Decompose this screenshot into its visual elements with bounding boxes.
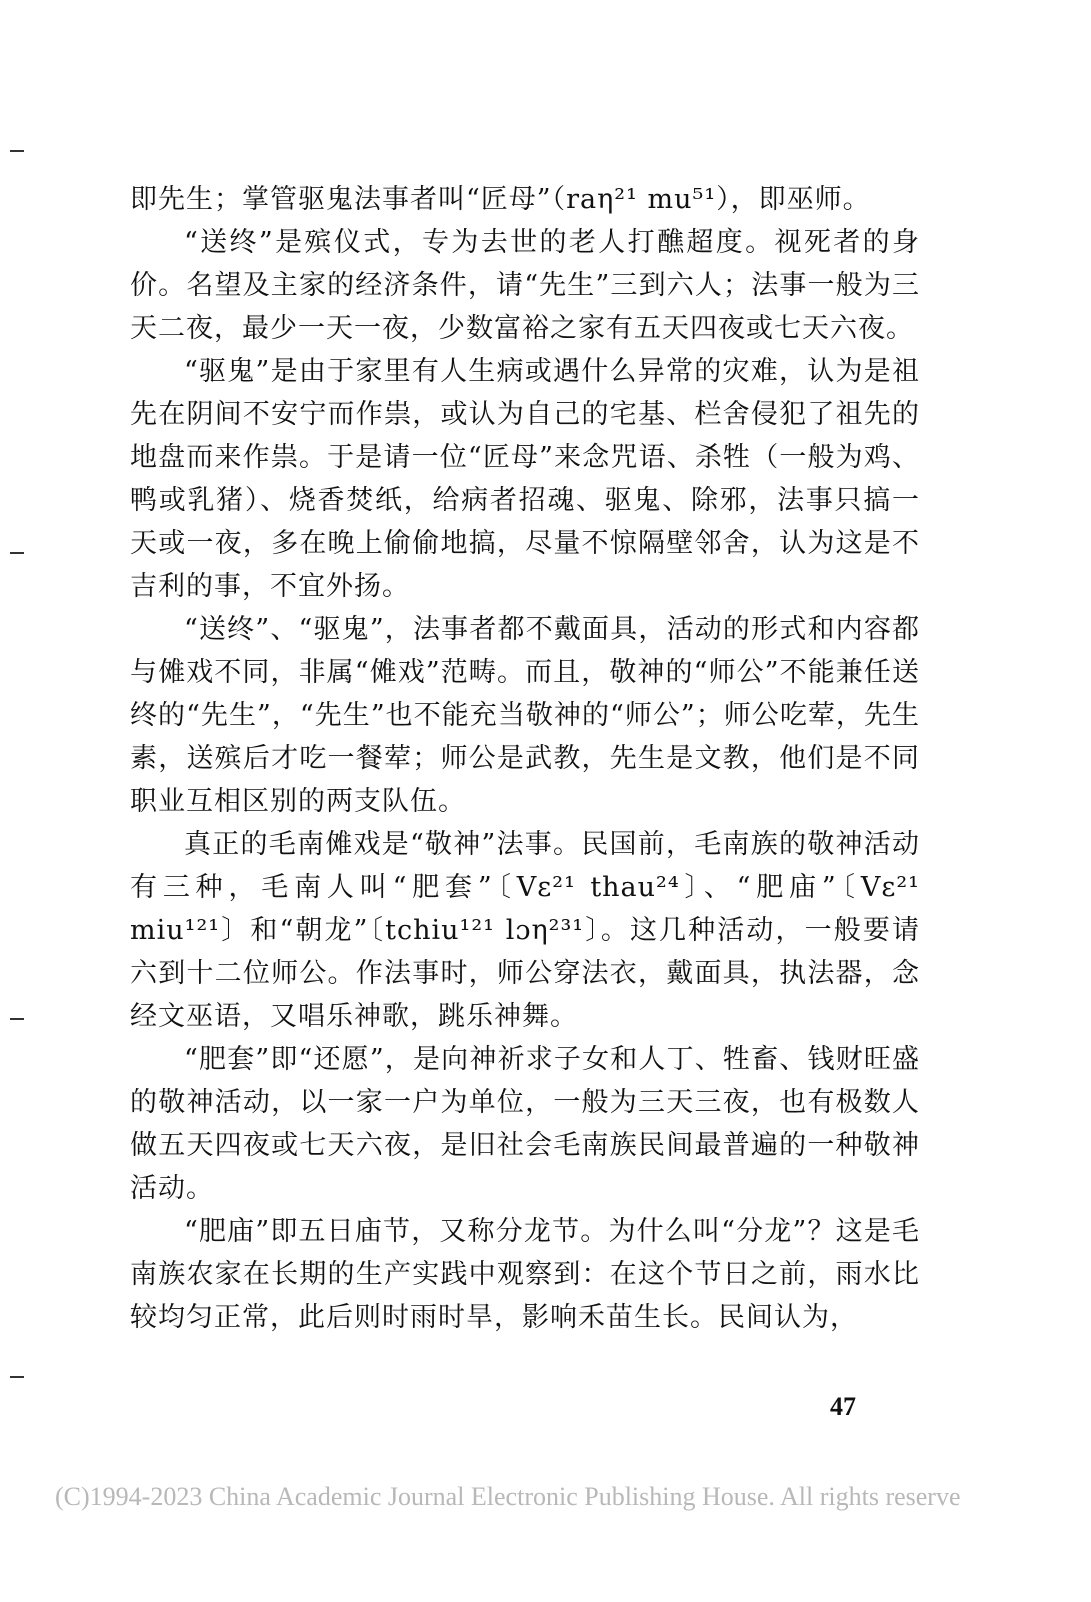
page-number: 47 [830,1392,856,1421]
scan-mark [10,150,24,152]
paragraph-feimiao: “肥庙”即五日庙节，又称分龙节。为什么叫“分龙”？这是毛南族农家在长期的生产实践中观察到：在这个节日之前，雨水比较均匀正常，此后则时雨时旱，影响禾苗生长。民间认为， [130,1216,920,1333]
scan-mark [10,1376,24,1378]
copyright-footer: (C)1994-2023 China Academic Journal Electronic Publishing House. All rights reserve [55,1482,961,1511]
paragraph-jingshen: 真正的毛南傩戏是“敬神”法事。民国前，毛南族的敬神活动有三种，毛南人叫“肥套”〔Vε²¹ thau²⁴〕、“肥庙”〔Vε²¹ miu¹²¹〕和“朝龙”〔tchiu¹²¹ lɔη²³¹〕。这几种活动，一般要请六到十二位师公。作法事时，师公穿法衣，戴面具，执法器，念经文巫语，又唱乐神歌，跳乐神舞。 [130,829,920,1032]
paragraph-continuation: 即先生；掌管驱鬼法事者叫“匠母”（raη²¹ mu⁵¹），即巫师。 [130,184,871,215]
paragraph-comparison: “送终”、“驱鬼”，法事者都不戴面具，活动的形式和内容都与傩戏不同，非属“傩戏”范畴。而且，敬神的“师公”不能兼任送终的“先生”，“先生”也不能充当敬神的“师公”；师公吃荤，先生素，送殡后才吃一餐荤；师公是武教，先生是文教，他们是不同职业互相区别的两支队伍。 [130,614,920,817]
body-text [130,178,920,1339]
paragraph-feitao: “肥套”即“还愿”，是向神祈求子女和人丁、牲畜、钱财旺盛的敬神活动，以一家一户为单位，一般为三天三夜，也有极数人做五天四夜或七天六夜，是旧社会毛南族民间最普遍的一种敬神活动。 [130,1044,920,1204]
paragraph-songzhong: “送终”是殡仪式，专为去世的老人打醮超度。视死者的身价。名望及主家的经济条件，请“先生”三到六人；法事一般为三天二夜，最少一天一夜，少数富裕之家有五天四夜或七天六夜。 [130,227,920,344]
scan-mark [10,552,24,554]
paragraph-qugui: “驱鬼”是由于家里有人生病或遇什么异常的灾难，认为是祖先在阴间不安宁而作祟，或认为自己的宅基、栏舍侵犯了祖先的地盘而来作祟。于是请一位“匠母”来念咒语、杀牲（一般为鸡、鸭或乳猪）、烧香焚纸，给病者招魂、驱鬼、除邪，法事只搞一天或一夜，多在晚上偷偷地搞，尽量不惊隔壁邻舍，认为这是不吉利的事，不宜外扬。 [130,356,920,602]
scan-mark [10,1018,24,1020]
